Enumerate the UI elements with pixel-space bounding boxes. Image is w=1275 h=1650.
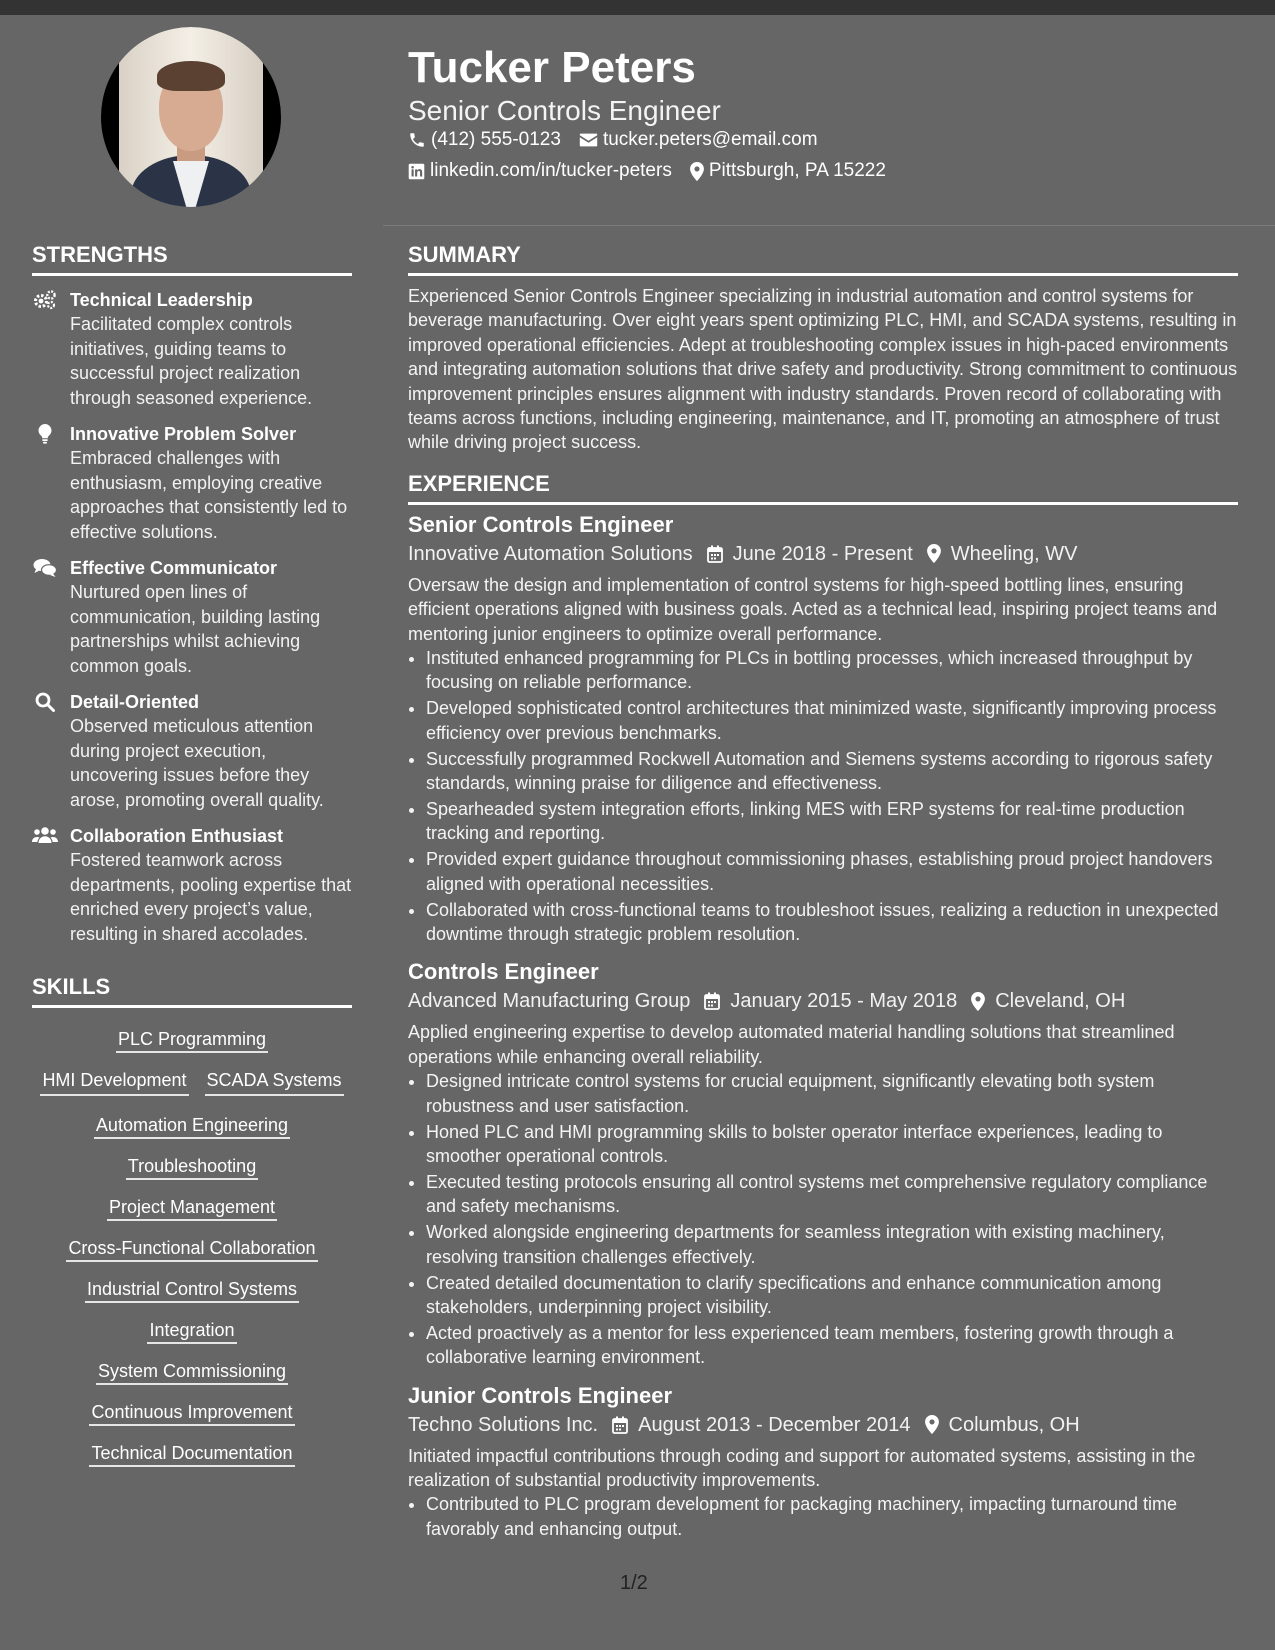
job-location: Cleveland, OH — [995, 990, 1126, 1013]
strength-title: Effective Communicator — [70, 558, 278, 578]
users-icon — [32, 826, 58, 848]
experience-heading: EXPERIENCE — [408, 470, 550, 496]
job-company: Advanced Manufacturing Group — [408, 990, 691, 1013]
skill-tag: Continuous Improvement — [89, 1402, 294, 1426]
strength-item — [32, 288, 352, 410]
chat-bubbles-icon — [32, 558, 58, 580]
strength-title: Collaboration Enthusiast — [70, 826, 284, 846]
strength-item — [32, 690, 352, 812]
job-bullets — [408, 1069, 1238, 1369]
skill-tag: System Commissioning — [96, 1361, 288, 1385]
skills-heading: SKILLS — [32, 974, 111, 999]
job-meta — [408, 1412, 1238, 1438]
skill-tag: HMI Development — [40, 1068, 188, 1096]
skill-row — [32, 1154, 352, 1178]
phone-text: (412) 555-0123 — [431, 129, 561, 150]
map-pin-icon — [971, 992, 985, 1011]
skill-tag: Project Management — [107, 1197, 277, 1221]
skill-row — [32, 1027, 352, 1051]
skills-list — [32, 1018, 352, 1473]
bullet-item: • Honed PLC and HMI programming skills to bolster operator interface experiences, leading to smoother operational controls. — [426, 1120, 1238, 1169]
bullet-item: • Contributed to PLC program development for packaging machinery, impacting turnaround time favorably and enhancing output. — [426, 1492, 1238, 1541]
skill-tag: SCADA Systems — [205, 1068, 344, 1096]
strength-item — [32, 422, 352, 544]
skill-row — [32, 1318, 352, 1342]
contact-row-2 — [408, 159, 904, 183]
bullet-item: • Collaborated with cross-functional teams to troubleshoot issues, realizing a reduction in unexpected downtime through strategic problem resolution. — [426, 898, 1238, 947]
search-icon — [32, 692, 58, 714]
bullet-item: • Spearheaded system integration efforts, linking MES with ERP systems for real-time production tracking and reporting. — [426, 797, 1238, 846]
top-bar — [0, 0, 1275, 15]
location-text: Pittsburgh, PA 15222 — [708, 160, 886, 181]
skill-row — [32, 1277, 352, 1301]
page-number: 1/2 — [620, 1572, 648, 1594]
contact-row-1 — [408, 128, 836, 152]
skill-tag: Technical Documentation — [89, 1443, 294, 1467]
job-title: Controls Engineer — [408, 959, 599, 985]
map-pin-icon — [690, 162, 704, 181]
envelope-icon — [579, 132, 598, 148]
skill-tag: PLC Programming — [116, 1029, 268, 1053]
skill-tag: Automation Engineering — [94, 1115, 290, 1139]
job-dates: January 2015 - May 2018 — [730, 990, 958, 1013]
job-meta — [408, 988, 1238, 1014]
strength-item — [32, 556, 352, 678]
left-column — [32, 240, 352, 1473]
job-description: Oversaw the design and implementation of control systems for high-speed bottling lines, ensuring efficient operations aligned with business goals. Acted as a technical lead, inspiring project teams and mentoring junior engineers to optimize overall performance. — [408, 574, 1218, 644]
bullet-item: • Executed testing protocols ensuring all control systems met comprehensive regulatory compliance and safety mechanisms. — [426, 1170, 1238, 1219]
candidate-title: Senior Controls Engineer — [408, 95, 721, 126]
summary-text: Experienced Senior Controls Engineer specializing in industrial automation and control systems for beverage manufacturing. Over eight years spent optimizing PLC, HMI, and SCADA systems, resulting in improved operational efficiencies. Adept at troubleshooting complex issues in high-paced environments and integrating automation solutions that drive safety and productivity. Strong commitment to continuous improvement principles ensures alignment with industry standards. Proven record of collaborating with teams across functions, including engineering, maintenance, and IT, promoting an atmosphere of trust while driving project success. — [408, 286, 1238, 453]
skills-rule — [32, 1005, 352, 1008]
skill-tag: Industrial Control Systems — [85, 1279, 299, 1303]
job-location: Columbus, OH — [948, 1413, 1080, 1436]
phone-icon — [408, 131, 426, 149]
bullet-item: • Designed intricate control systems for crucial equipment, significantly elevating both system robustness and user satisfaction. — [426, 1069, 1238, 1118]
strength-desc: Observed meticulous attention during project execution, uncovering issues before they arose, promoting overall quality. — [70, 716, 324, 810]
bullet-item: • Provided expert guidance throughout commissioning phases, establishing proud project handovers aligned with operational necessities. — [426, 847, 1238, 896]
bullet-item: • Acted proactively as a mentor for less experienced team members, fostering growth through a collaborative learning environment. — [426, 1321, 1238, 1370]
job-entry — [408, 1382, 1238, 1542]
job-description: Initiated impactful contributions through coding and support for automated systems, assisting in the realization of substantial productivity improvements. — [408, 1445, 1196, 1491]
summary-heading: SUMMARY — [408, 242, 521, 267]
bullet-item: • Created detailed documentation to clarify specifications and enhance communication among stakeholders, underpinning project visibility. — [426, 1271, 1238, 1320]
right-column — [408, 240, 1238, 1543]
email-link[interactable]: tucker.peters@email.com — [602, 129, 818, 150]
strength-desc: Facilitated complex controls initiatives, guiding teams to successful project realization through seasoned experience. — [70, 314, 313, 408]
bullet-item: • Successfully programmed Rockwell Automation and Siemens systems according to rigorous safety standards, winning praise for diligence and effectiveness. — [426, 747, 1238, 796]
strength-desc: Nurtured open lines of communication, building lasting partnerships whilst achieving common goals. — [70, 582, 321, 676]
skill-tag: Integration — [147, 1320, 236, 1344]
job-meta — [408, 541, 1238, 567]
summary-rule — [408, 273, 1238, 276]
skill-row — [32, 1195, 352, 1219]
phone-item — [408, 128, 561, 152]
profile-photo — [101, 27, 281, 207]
strengths-rule — [32, 273, 352, 276]
skill-row — [32, 1400, 352, 1424]
job-location: Wheeling, WV — [950, 542, 1078, 565]
header-divider — [383, 225, 1275, 226]
bullet-item: • Developed sophisticated control architectures that minimized waste, significantly improving process efficiency over previous benchmarks. — [426, 696, 1238, 745]
strength-title: Technical Leadership — [70, 290, 253, 310]
job-company: Innovative Automation Solutions — [408, 542, 693, 565]
skill-row — [32, 1236, 352, 1260]
job-entry — [408, 958, 1238, 1369]
job-bullets — [408, 646, 1238, 946]
lightbulb-icon — [32, 424, 58, 446]
job-bullets — [408, 1492, 1238, 1541]
location-item — [690, 159, 886, 183]
strengths-heading: STRENGTHS — [32, 242, 168, 267]
job-dates: June 2018 - Present — [732, 542, 913, 565]
job-entry — [408, 511, 1238, 947]
job-title: Junior Controls Engineer — [408, 1382, 673, 1408]
map-pin-icon — [927, 544, 941, 563]
strength-title: Detail-Oriented — [70, 692, 200, 712]
skill-row — [32, 1441, 352, 1465]
email-item[interactable] — [579, 128, 818, 152]
strength-title: Innovative Problem Solver — [70, 424, 297, 444]
calendar-icon — [704, 992, 720, 1010]
job-dates: August 2013 - December 2014 — [638, 1413, 911, 1436]
job-title: Senior Controls Engineer — [408, 511, 674, 537]
calendar-icon — [612, 1416, 628, 1434]
experience-rule — [408, 502, 1238, 505]
skill-tag: Troubleshooting — [126, 1156, 258, 1180]
strength-desc: Embraced challenges with enthusiasm, employing creative approaches that consistently led to effective solutions. — [70, 448, 348, 542]
gears-icon — [32, 290, 58, 312]
map-pin-icon — [925, 1415, 939, 1434]
candidate-name: Tucker Peters — [408, 43, 696, 92]
skill-row — [32, 1359, 352, 1383]
strength-desc: Fostered teamwork across departments, pooling expertise that enriched every project’s value, resulting in shared accolades. — [70, 850, 352, 944]
calendar-icon — [707, 545, 723, 563]
job-company: Techno Solutions Inc. — [408, 1413, 599, 1436]
linkedin-icon — [408, 163, 425, 180]
bullet-item: • Instituted enhanced programming for PLCs in bottling processes, which increased throughput by focusing on reliable performance. — [426, 646, 1238, 695]
strength-item — [32, 824, 352, 946]
skill-tag: Cross-Functional Collaboration — [66, 1238, 317, 1262]
bullet-item: • Worked alongside engineering departments for seamless integration with existing machinery, resolving transition challenges effectively. — [426, 1220, 1238, 1269]
linkedin-link[interactable]: linkedin.com/in/tucker-peters — [430, 160, 672, 181]
skill-row — [32, 1113, 352, 1137]
linkedin-item[interactable] — [408, 159, 672, 183]
job-description: Applied engineering expertise to develop automated material handling solutions that streamlined operations while enhancing overall reliability. — [408, 1022, 1175, 1067]
